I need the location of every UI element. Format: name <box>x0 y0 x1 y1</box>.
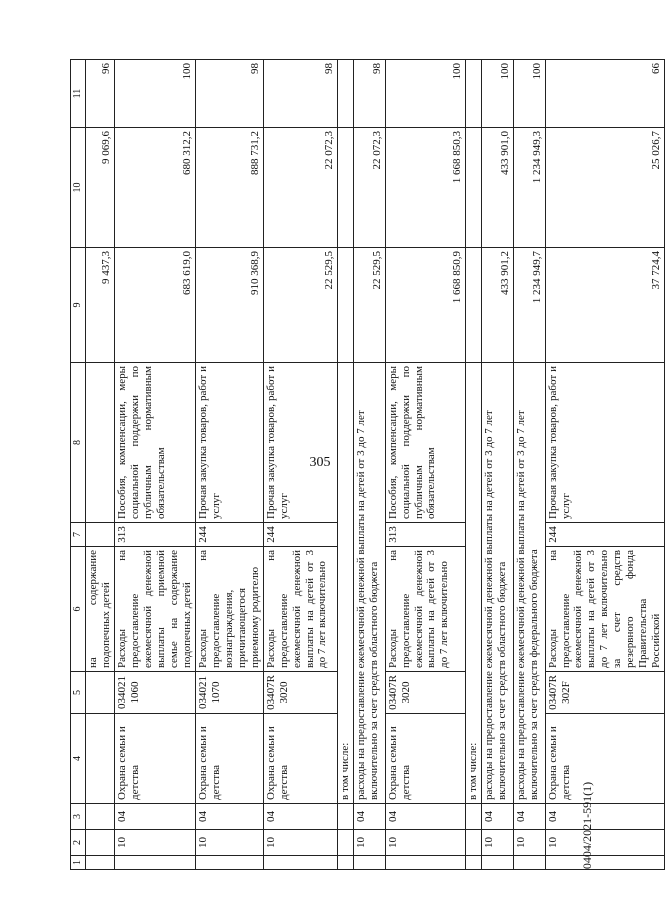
cell-c4: Охрана семьи и детства <box>114 714 195 804</box>
col-header: 1 <box>71 856 86 870</box>
document-code <box>580 770 638 890</box>
cell-c8 <box>86 363 115 523</box>
cell-c5: 034021 1060 <box>114 672 195 714</box>
cell-c8: Прочая закупка товаров, работ и услуг <box>195 363 263 523</box>
cell-text: расходы на предоставление ежемесячной денежной выплаты на детей от 3 до 7 лет включительно за счет средств федерального бюджета <box>513 363 545 804</box>
cell-c11: 100 <box>481 60 513 128</box>
cell-c5: 034021 1070 <box>195 672 263 714</box>
cell-c4: Охрана семьи и детства <box>195 714 263 804</box>
cell-c2 <box>465 830 481 856</box>
col-header: 3 <box>71 804 86 830</box>
cell-c2: 10 <box>545 830 665 856</box>
cell-c3: 04 <box>195 804 263 830</box>
cell-c10: 25 026,7 <box>545 128 665 248</box>
cell-c10: 22 072,3 <box>263 128 337 248</box>
cell-c3: 04 <box>385 804 465 830</box>
cell-c3 <box>465 804 481 830</box>
cell-c11: 66 <box>545 60 665 128</box>
cell-c5: 03407R 302F <box>545 672 665 714</box>
cell-c2: 10 <box>114 830 195 856</box>
table-row <box>385 60 465 870</box>
cell-c11 <box>337 60 353 128</box>
col-header: 8 <box>71 363 86 523</box>
cell-c11: 96 <box>86 60 115 128</box>
cell-c7: 313 <box>114 523 195 547</box>
cell-c11: 98 <box>353 60 385 128</box>
cell-c10: 22 072,3 <box>353 128 385 248</box>
cell-c9: 22 529,5 <box>353 248 385 363</box>
cell-c4: Охрана семьи и детства <box>263 714 337 804</box>
col-header: 4 <box>71 714 86 804</box>
cell-c11: 98 <box>263 60 337 128</box>
cell-c8: Прочая закупка товаров, работ и услуг <box>545 363 665 523</box>
cell-1 <box>195 856 263 870</box>
cell-1 <box>263 856 337 870</box>
cell-c8: Прочая закупка товаров, работ и услуг <box>263 363 337 523</box>
table-row <box>263 60 337 870</box>
cell-c4 <box>86 714 115 804</box>
cell-c7: 244 <box>195 523 263 547</box>
cell-1 <box>481 856 513 870</box>
cell-c11: 100 <box>513 60 545 128</box>
cell-c11: 98 <box>195 60 263 128</box>
cell-c9: 22 529,5 <box>263 248 337 363</box>
cell-c8: Пособия, компенсации, меры социальной поддержки по публичным нормативным обязательствам <box>114 363 195 523</box>
cell-text: расходы на предоставление ежемесячной денежной выплаты на детей от 3 до 7 лет включительно за счет средств областного бюджета <box>481 363 513 804</box>
cell-c9: 683 619,0 <box>114 248 195 363</box>
cell-c6: Расходы на предоставление ежемесячной денежной выплаты приемной семье на содержание подопечных детей <box>114 547 195 672</box>
subtotal-row <box>513 60 545 870</box>
col-header: 9 <box>71 248 86 363</box>
col-header: 7 <box>71 523 86 547</box>
subtotal-row <box>337 60 353 870</box>
cell-c10 <box>465 128 481 248</box>
subtotal-row <box>353 60 385 870</box>
cell-c3: 04 <box>513 804 545 830</box>
cell-c2: 10 <box>195 830 263 856</box>
subtotal-row <box>465 60 481 870</box>
col-header: 6 <box>71 547 86 672</box>
cell-c3: 04 <box>545 804 665 830</box>
cell-c10 <box>337 128 353 248</box>
col-header: 11 <box>71 60 86 128</box>
cell-c2 <box>337 830 353 856</box>
cell-c10: 1 668 850,3 <box>385 128 465 248</box>
cell-c2: 10 <box>353 830 385 856</box>
cell-c7 <box>86 523 115 547</box>
cell-c2: 10 <box>263 830 337 856</box>
cell-c9: 1 668 850,9 <box>385 248 465 363</box>
table-row <box>86 60 115 870</box>
cell-c7: 244 <box>545 523 665 547</box>
cell-1 <box>465 856 481 870</box>
cell-c9: 433 901,2 <box>481 248 513 363</box>
table-body <box>86 60 665 870</box>
cell-c6: Расходы на предоставление ежемесячной денежной выплаты на детей от 3 до 7 лет включительно <box>385 547 465 672</box>
cell-text: в том числе: <box>465 363 481 804</box>
table-row <box>195 60 263 870</box>
cell-c5: 03407R 3020 <box>263 672 337 714</box>
cell-c8: Пособия, компенсации, меры социальной поддержки по публичным нормативным обязательствам <box>385 363 465 523</box>
cell-c9: 910 368,9 <box>195 248 263 363</box>
cell-c3 <box>86 804 115 830</box>
cell-c6: Расходы на предоставление ежемесячной денежной выплаты на детей от 3 до 7 лет включительно <box>263 547 337 672</box>
subtotal-row <box>481 60 513 870</box>
cell-1 <box>337 856 353 870</box>
cell-c10: 9 069,6 <box>86 128 115 248</box>
cell-1 <box>114 856 195 870</box>
column-number-row <box>71 60 86 870</box>
cell-c5: 03407R 3020 <box>385 672 465 714</box>
table-row <box>114 60 195 870</box>
cell-1 <box>513 856 545 870</box>
cell-c10: 680 312,2 <box>114 128 195 248</box>
cell-c5 <box>86 672 115 714</box>
cell-c6: на содержание подопечных детей <box>86 547 115 672</box>
cell-c7: 244 <box>263 523 337 547</box>
cell-c10: 1 234 949,3 <box>513 128 545 248</box>
cell-1 <box>385 856 465 870</box>
cell-c2: 10 <box>481 830 513 856</box>
cell-c3: 04 <box>481 804 513 830</box>
cell-c6: Расходы на предоставление вознаграждения, причитающегося приемному родителю <box>195 547 263 672</box>
cell-c2: 10 <box>385 830 465 856</box>
cell-c9 <box>337 248 353 363</box>
col-header: 2 <box>71 830 86 856</box>
cell-c10: 433 901,0 <box>481 128 513 248</box>
cell-c3: 04 <box>114 804 195 830</box>
cell-c6: Расходы на предоставление ежемесячной денежной выплаты на детей от 3 до 7 лет включительно за счет средств резервного фонда Правительства Российской <box>545 547 665 672</box>
cell-c3: 04 <box>353 804 385 830</box>
cell-c9: 1 234 949,7 <box>513 248 545 363</box>
cell-c10: 888 731,2 <box>195 128 263 248</box>
cell-c4: Охрана семьи и детства <box>545 714 665 804</box>
cell-text: в том числе: <box>337 363 353 804</box>
cell-c2 <box>86 830 115 856</box>
cell-c9: 37 724,4 <box>545 248 665 363</box>
cell-c3: 04 <box>263 804 337 830</box>
cell-1 <box>353 856 385 870</box>
page-number: 305 <box>309 455 331 470</box>
col-header: 5 <box>71 672 86 714</box>
cell-c11: 100 <box>385 60 465 128</box>
cell-text: расходы на предоставление ежемесячной денежной выплаты на детей от 3 до 7 лет включительно за счет средств областного бюджета <box>353 363 385 804</box>
cell-1 <box>86 856 115 870</box>
cell-c7: 313 <box>385 523 465 547</box>
cell-c3 <box>337 804 353 830</box>
table-row <box>545 60 665 870</box>
cell-c2: 10 <box>513 830 545 856</box>
cell-c9: 9 437,3 <box>86 248 115 363</box>
document-code-text: 0404/2021-591(1) <box>580 781 595 870</box>
cell-c4: Охрана семьи и детства <box>385 714 465 804</box>
cell-c11 <box>465 60 481 128</box>
budget-table <box>70 59 665 870</box>
cell-c11: 100 <box>114 60 195 128</box>
col-header: 10 <box>71 128 86 248</box>
cell-c9 <box>465 248 481 363</box>
